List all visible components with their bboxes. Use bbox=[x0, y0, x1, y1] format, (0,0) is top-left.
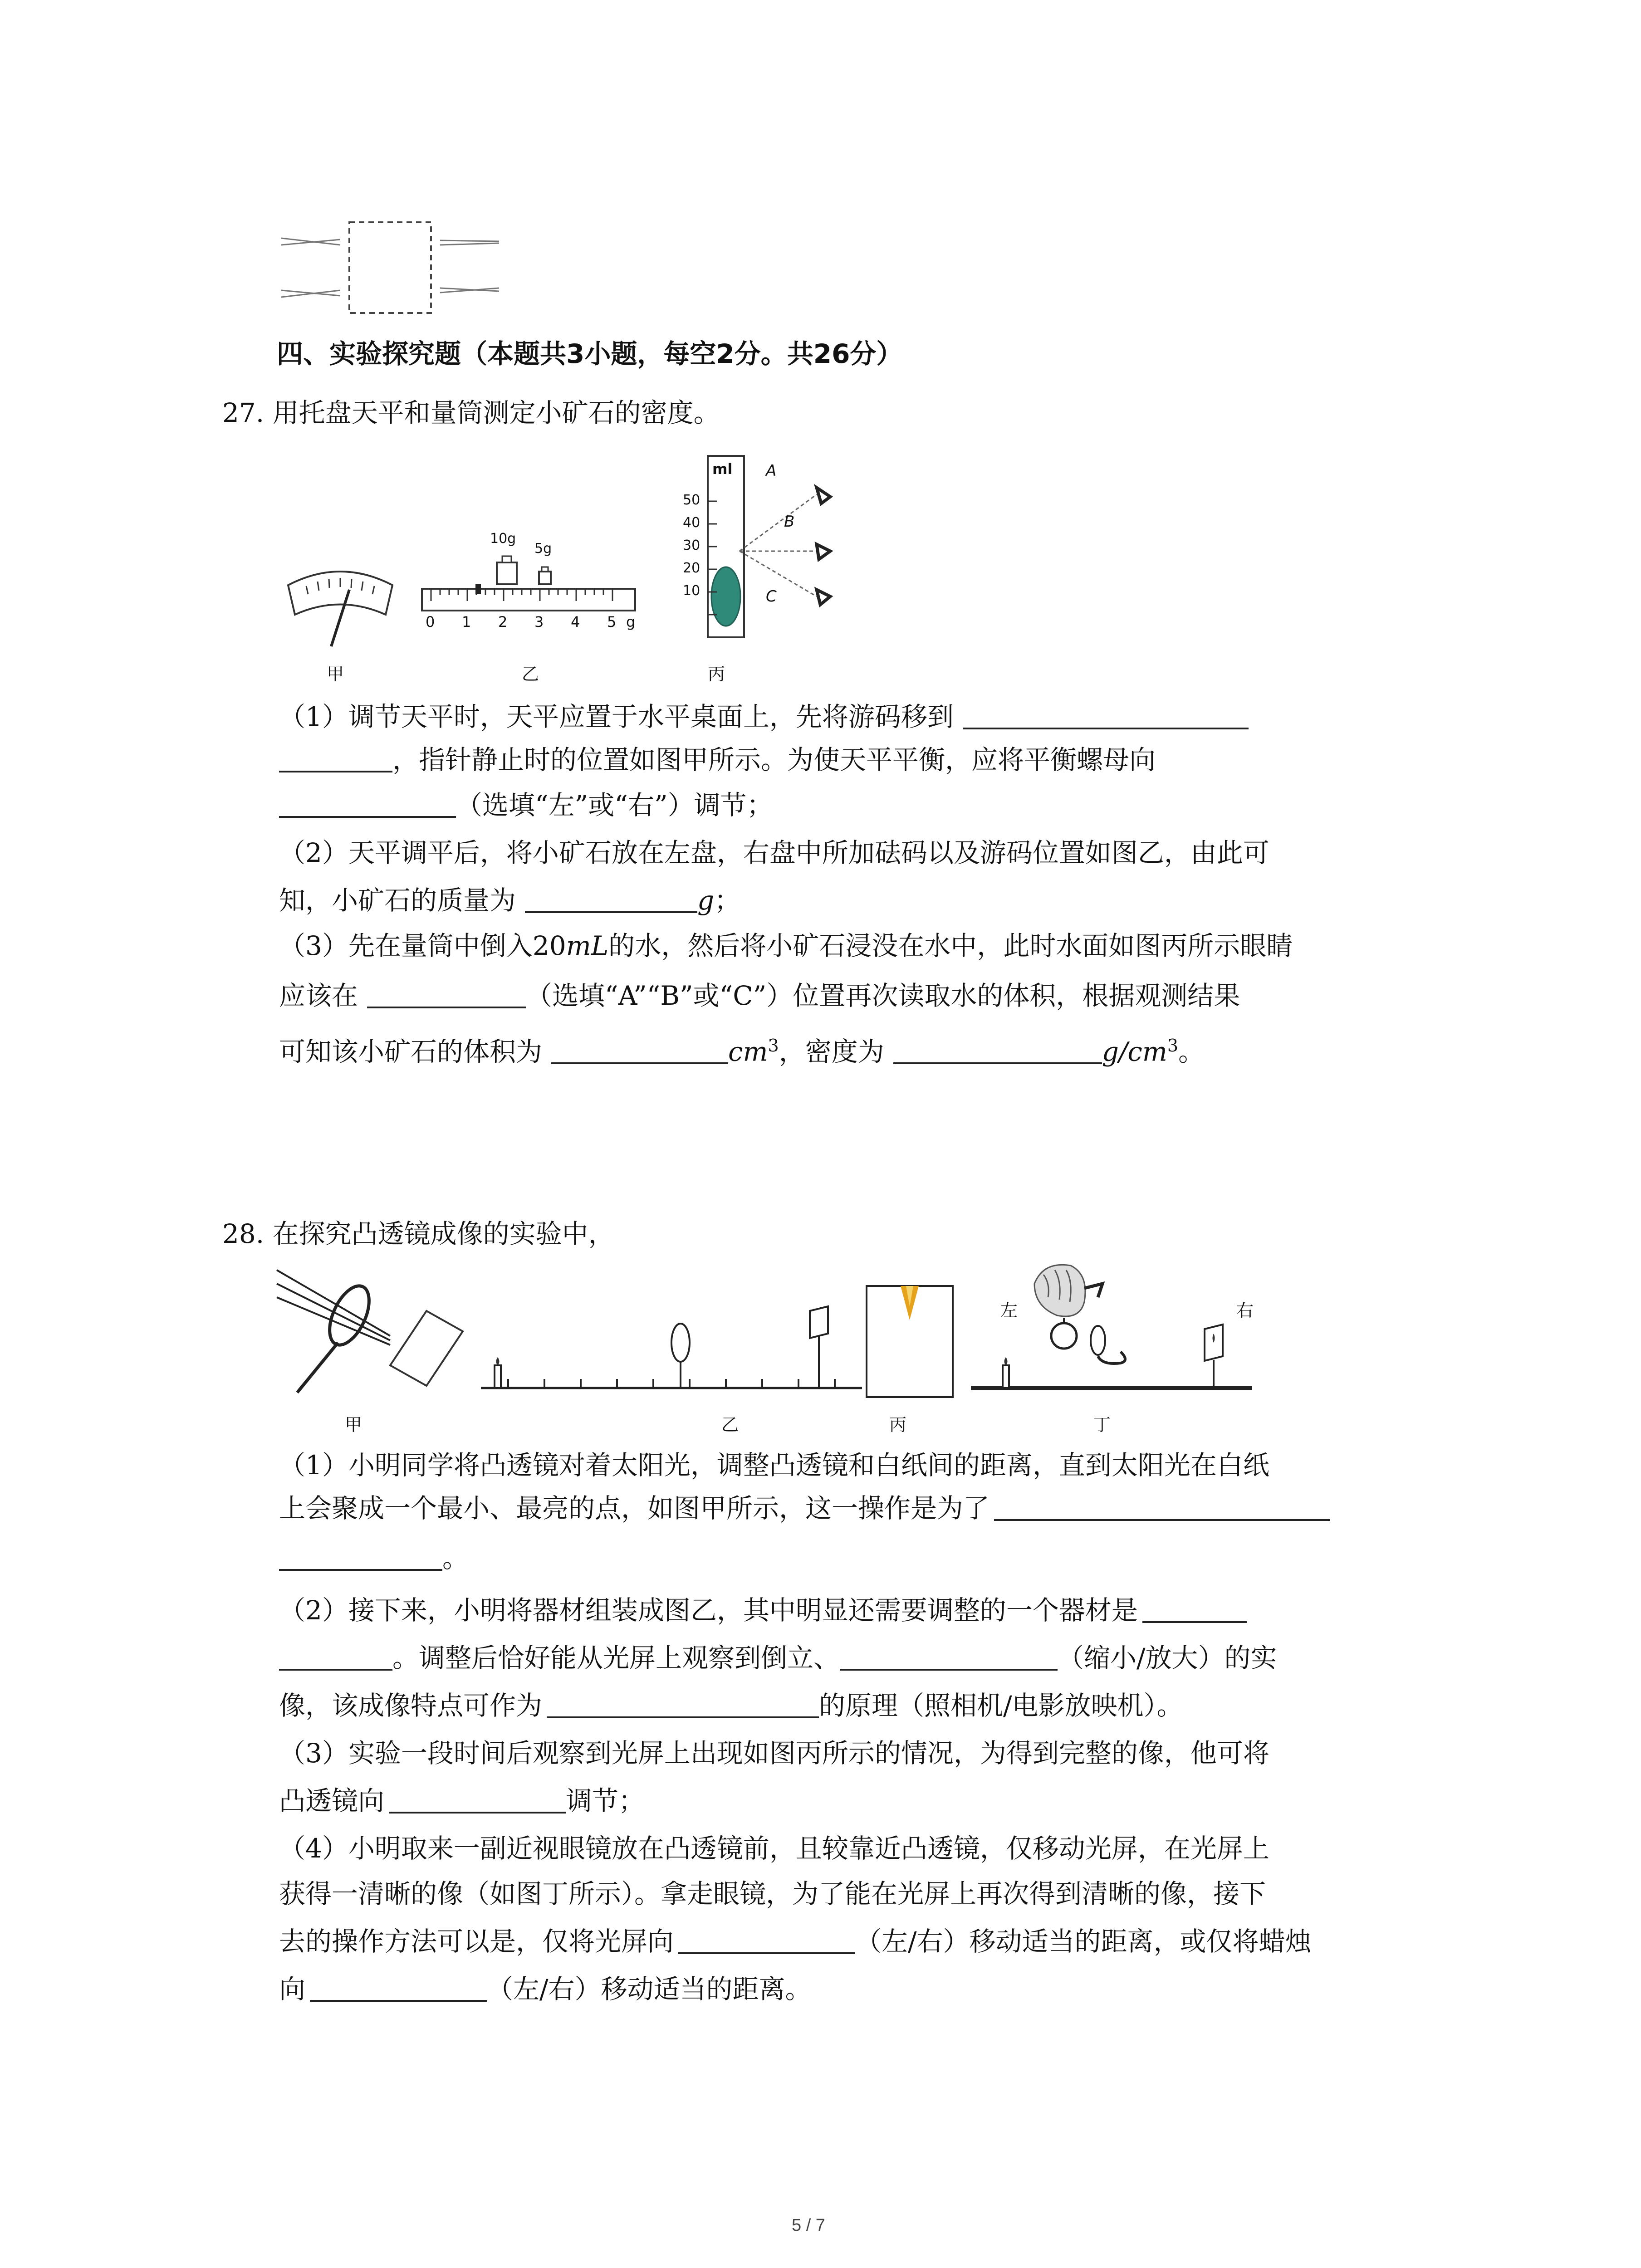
ruler-tick-4: 4 bbox=[571, 613, 580, 631]
q28-p2-line3: 像，该成像特点可作为 的原理（照相机/电影放映机）。 bbox=[279, 1690, 1183, 1721]
fig28-label-left: 左 bbox=[1000, 1300, 1018, 1320]
q27-title: 27. 用托盘天平和量筒测定小矿石的密度。 bbox=[222, 397, 720, 428]
q28-blank-2d[interactable] bbox=[547, 1689, 819, 1718]
q28-blank-4b[interactable] bbox=[310, 1973, 487, 2002]
q28-p2-line2: 。调整后恰好能从光屏上观察到倒立、 （缩小/放大）的实 bbox=[279, 1640, 1277, 1676]
fig27-label-jia: 甲 bbox=[327, 664, 344, 684]
balance-pointer-figure bbox=[279, 558, 402, 649]
q27-p1-line3: （选填“左”或“右”）调节； bbox=[279, 787, 773, 823]
ruler-unit-g: g bbox=[626, 613, 636, 631]
q27-blank-3c[interactable] bbox=[893, 1035, 1102, 1064]
q28-p4-line1: （4）小明取来一副近视眼镜放在凸透镜前，且较靠近凸透镜，仅移动光屏，在光屏上 bbox=[279, 1833, 1269, 1864]
screen-partial-image-figure bbox=[864, 1284, 964, 1402]
q28-p3-line2: 凸透镜向 调节； bbox=[279, 1785, 645, 1816]
q27-blank-3b[interactable] bbox=[551, 1035, 728, 1064]
q28-p4-line2: 获得一清晰的像（如图丁所示）。拿走眼镜，为了能在光屏上再次得到清晰的像，接下 bbox=[279, 1878, 1266, 1909]
q28-blank-4a[interactable] bbox=[678, 1925, 855, 1954]
ruler-tick-1: 1 bbox=[462, 613, 471, 631]
q27-blank-1c[interactable] bbox=[279, 789, 456, 818]
q27-p1-line2: ，指针静止时的位置如图甲所示。为使天平平衡，应将平衡螺母向 bbox=[279, 742, 1156, 778]
section-heading: 四、实验探究题（本题共3小题，每空2分。共26分） bbox=[277, 338, 903, 369]
fig28-label-jia: 甲 bbox=[345, 1415, 362, 1435]
q28-blank-2a[interactable] bbox=[1142, 1594, 1247, 1623]
q27-p3-line2: 应该在 （选填“A”“B”或“C”）位置再次读取水的体积，根据观测结果 bbox=[279, 980, 1240, 1011]
fig28-label-right: 右 bbox=[1236, 1300, 1254, 1320]
eye-position-b: B bbox=[784, 513, 795, 531]
ruler-tick-5: 5 bbox=[607, 613, 617, 631]
page-number: 5 / 7 bbox=[792, 2216, 825, 2235]
q28-p4-line3: 去的操作方法可以是，仅将光屏向 （左/右）移动适当的距离，或仅将蜡烛 bbox=[279, 1926, 1312, 1957]
eye-position-a: A bbox=[766, 462, 777, 480]
q28-p1-line2: 上会聚成一个最小、最亮的点，如图甲所示，这一操作是为了 bbox=[279, 1490, 1330, 1526]
ruler-tick-3: 3 bbox=[534, 613, 544, 631]
q27-p1-line1: （1）调节天平时，天平应置于水平桌面上，先将游码移到 bbox=[279, 699, 1249, 735]
cylinder-tick-10: 10 bbox=[683, 583, 700, 599]
q28-blank-3[interactable] bbox=[389, 1784, 566, 1813]
q27-p2-line1: （2）天平调平后，将小矿石放在左盘，右盘中所加砝码以及游码位置如图乙，由此可 bbox=[279, 837, 1269, 868]
fig27-label-bing: 丙 bbox=[708, 664, 725, 684]
q28-title: 28. 在探究凸透镜成像的实验中， bbox=[222, 1218, 615, 1249]
q27-blank-3a[interactable] bbox=[367, 979, 526, 1008]
fig28-label-yi: 乙 bbox=[721, 1415, 739, 1435]
q27-p2-line2: 知，小矿石的质量为 g； bbox=[279, 885, 741, 916]
q28-blank-1b[interactable] bbox=[279, 1542, 442, 1571]
q28-p1-line3: 。 bbox=[279, 1540, 469, 1576]
q27-p3-line3: 可知该小矿石的体积为 $cm^3$，密度为 $g/cm^3$。 bbox=[279, 1036, 1205, 1067]
myopia-glasses-figure bbox=[966, 1256, 1257, 1402]
dashed-box-ray-figure bbox=[272, 213, 554, 322]
cylinder-tick-30: 30 bbox=[683, 538, 700, 553]
q27-blank-1b[interactable] bbox=[279, 743, 392, 772]
cylinder-tick-20: 20 bbox=[683, 560, 700, 576]
q28-p1-line1: （1）小明同学将凸透镜对着太阳光，调整凸透镜和白纸间的距离，直到太阳光在白纸 bbox=[279, 1450, 1269, 1481]
fig28-label-ding: 丁 bbox=[1093, 1415, 1111, 1435]
optical-bench-figure bbox=[476, 1306, 867, 1397]
q28-p3-line1: （3）实验一段时间后观察到光屏上出现如图丙所示的情况，为得到完整的像，他可将 bbox=[279, 1738, 1269, 1769]
cylinder-tick-40: 40 bbox=[683, 515, 700, 531]
q28-blank-2c[interactable] bbox=[840, 1642, 1058, 1671]
weight-10g-label: 10g bbox=[490, 531, 516, 547]
q28-p4-line4: 向 （左/右）移动适当的距离。 bbox=[279, 1974, 812, 2004]
q27-p3-line1: （3）先在量筒中倒入20mL的水，然后将小矿石浸没在水中，此时水面如图丙所示眼睛 bbox=[279, 930, 1293, 961]
fig27-label-yi: 乙 bbox=[522, 664, 539, 684]
q28-blank-2b[interactable] bbox=[279, 1642, 392, 1671]
q28-blank-1a[interactable] bbox=[994, 1492, 1330, 1521]
weight-5g-label: 5g bbox=[534, 541, 552, 557]
ruler-tick-2: 2 bbox=[498, 613, 508, 631]
q28-p2-line1: （2）接下来，小明将器材组装成图乙，其中明显还需要调整的一个器材是 bbox=[279, 1592, 1247, 1628]
lens-sunlight-figure bbox=[272, 1261, 472, 1397]
q27-blank-1a[interactable] bbox=[963, 700, 1249, 729]
q27-blank-2[interactable] bbox=[525, 884, 697, 913]
eye-position-c: C bbox=[766, 587, 777, 606]
ruler-tick-0: 0 bbox=[426, 613, 435, 631]
cylinder-tick-50: 50 bbox=[683, 492, 700, 508]
fig28-label-bing: 丙 bbox=[889, 1415, 907, 1435]
cylinder-unit-label: ml bbox=[712, 460, 733, 478]
